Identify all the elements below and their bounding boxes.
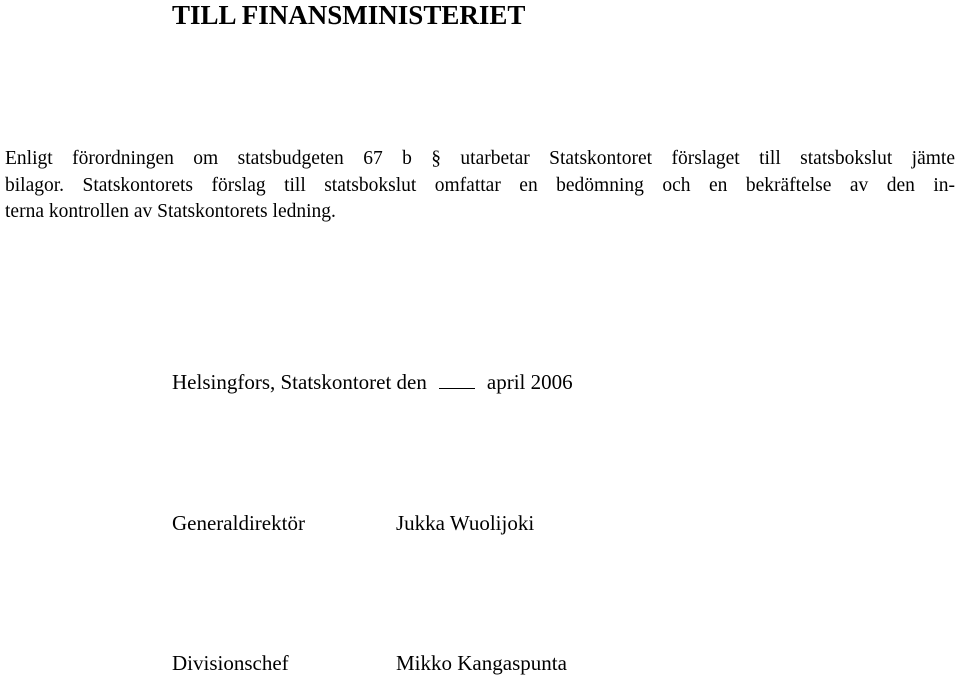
signature-name-2: Mikko Kangaspunta: [396, 651, 567, 675]
body-paragraph: [5, 146, 955, 226]
paragraph-line-1: Enligt förordningen om statsbudgeten 67 b § utarbetar Statskontoret förslaget till statsbokslut jämte: [5, 148, 955, 169]
signature-role-2: Divisionschef: [172, 651, 289, 675]
signature-name-1: Jukka Wuolijoki: [396, 511, 535, 535]
paragraph-line-3: terna kontrollen av Statskontorets ledning.: [5, 201, 336, 222]
place-date-suffix: april 2006: [486, 370, 573, 394]
paragraph-line-2: bilagor. Statskontorets förslag till statsbokslut omfattar en bedömning och en bekräftelse av den in-: [5, 174, 955, 196]
date-blank-line: [439, 370, 475, 389]
place-date-line: [172, 367, 573, 397]
signature-role-1: Generaldirektör: [172, 511, 305, 535]
document-title: TILL FINANSMINISTERIET: [172, 0, 526, 30]
place-date-prefix: Helsingfors, Statskontoret den: [172, 370, 427, 394]
